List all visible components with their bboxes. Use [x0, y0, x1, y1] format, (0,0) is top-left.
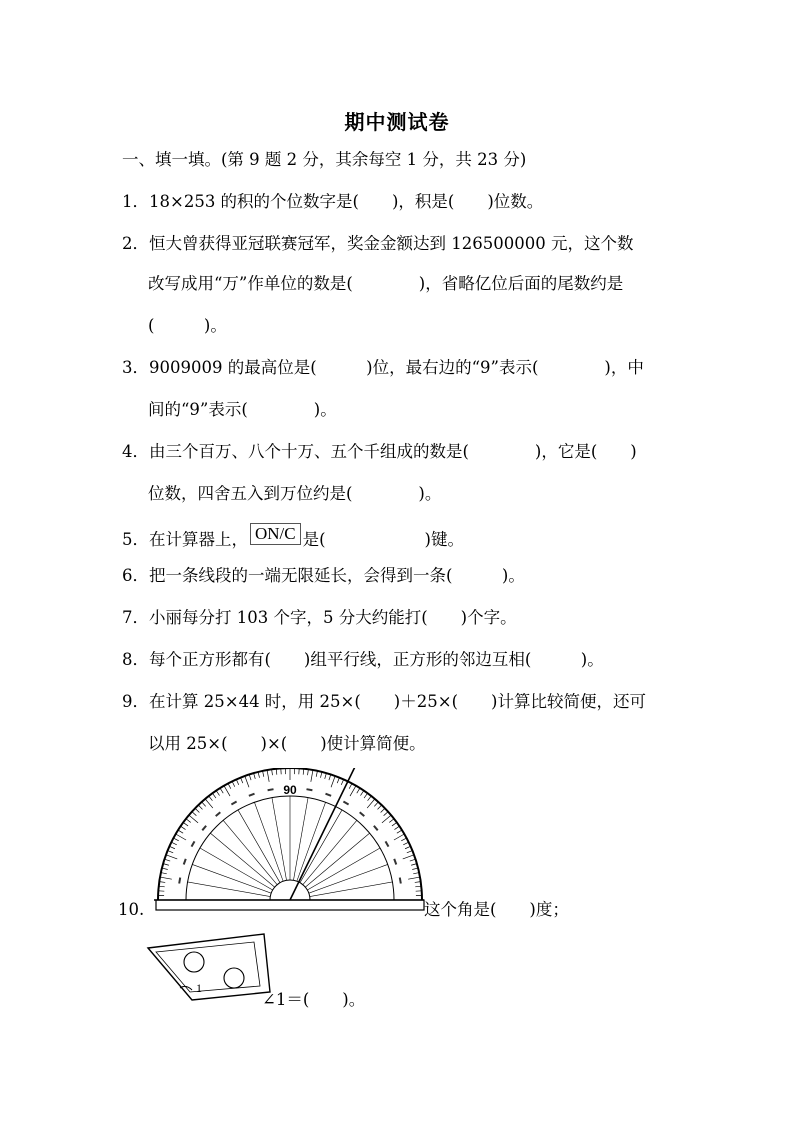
protractor-tick: [163, 864, 169, 866]
protractor-tick: [161, 873, 167, 874]
protractor-tick: [232, 781, 235, 786]
protractor-tick: [378, 805, 382, 809]
protractor-tick: [198, 805, 202, 809]
question-5: [122, 524, 464, 552]
protractor-tick: [320, 772, 321, 778]
question-number: 7．: [122, 608, 149, 627]
on-c-key: ON/C: [250, 523, 301, 545]
protractor-tick: [178, 830, 183, 833]
protractor-radial-line: [200, 848, 273, 890]
protractor-tick: [384, 812, 388, 816]
protractor-tick: [394, 834, 404, 840]
question-10-number: 10.: [118, 900, 145, 919]
question-number: 1．: [122, 192, 149, 211]
question-3: [122, 356, 644, 380]
protractor-tick: [166, 855, 177, 859]
question-text: 小丽每分打 103 个字，5 分大约能打( )个字。: [149, 608, 517, 627]
protractor-scale-mark: [385, 841, 390, 847]
protractor-tick: [173, 838, 178, 841]
protractor-scale-mark: [343, 801, 349, 806]
protractor-scale-mark: [267, 788, 273, 791]
question-3-line-2: 间的“9”表示( )。: [148, 400, 337, 419]
question-number: 5．: [122, 530, 149, 549]
question-9-line-2: 以用 25×( )×( )使计算简便。: [148, 734, 426, 753]
protractor-scale-mark: [178, 877, 181, 883]
protractor-tick: [209, 796, 213, 801]
protractor-tick: [405, 846, 410, 848]
protractor-tick: [368, 796, 372, 801]
protractor-radial-line: [305, 833, 369, 887]
protractor-tick: [397, 830, 402, 833]
protractor-90-label: 90: [283, 783, 297, 797]
triangle-ruler-hole: [224, 968, 244, 988]
protractor-tick: [349, 783, 352, 788]
protractor-tick: [220, 788, 223, 793]
protractor-tick: [311, 770, 313, 782]
question-number: 4．: [122, 442, 149, 461]
protractor-scale-mark: [399, 877, 402, 883]
protractor-tick: [202, 802, 206, 806]
protractor-scale-mark: [359, 812, 365, 817]
protractor-tick: [212, 793, 216, 798]
protractor-radial-line: [303, 820, 357, 884]
triangle-ruler-inner-edge: [156, 942, 260, 992]
question-10-part-a: 这个角是( )度；: [424, 900, 569, 919]
protractor-radial-line: [300, 810, 342, 883]
question-1: [122, 190, 543, 214]
triangle-ruler-figure: [146, 930, 276, 1010]
question-2-line-2: 改写成用“万”作单位的数是( )，省略亿位后面的尾数约是: [148, 274, 624, 293]
protractor-scale-mark: [393, 859, 397, 865]
angle-1-label: 1: [196, 981, 202, 995]
protractor-radial-line: [238, 810, 280, 883]
page-title: 期中测试卷: [344, 110, 450, 134]
protractor-radial-line: [310, 882, 393, 897]
question-number: 6．: [122, 566, 149, 585]
protractor-tick: [389, 819, 394, 823]
protractor-tick: [236, 779, 238, 784]
protractor-radial-line: [297, 802, 326, 881]
protractor-tick: [245, 776, 249, 787]
protractor-tick: [413, 873, 419, 874]
protractor-tick: [176, 834, 186, 840]
protractor-tick: [171, 842, 176, 845]
question-text: 每个正方形都有( )组平行线，正方形的邻边互相( )。: [149, 650, 604, 669]
protractor-tick: [357, 788, 360, 793]
protractor-radial-line: [188, 882, 271, 897]
question-text: 18×253 的积的个位数字是( )，积是( )位数。: [149, 192, 544, 211]
question-number: 2．: [122, 234, 149, 253]
question-text-pre: 在计算器上，: [149, 530, 248, 549]
protractor-scale-mark: [373, 825, 378, 831]
question-4-line-2: 位数，四舍五入到万位约是( )。: [148, 484, 442, 503]
protractor-tick: [183, 822, 188, 826]
question-text: 恒大曾获得亚冠联赛冠军，奖金金额达到 126500000 元，这个数: [149, 234, 634, 253]
protractor-tick: [394, 826, 399, 829]
protractor-tick: [195, 808, 199, 812]
protractor-scale-mark: [202, 825, 207, 831]
protractor-tick: [407, 851, 413, 853]
protractor-tick: [162, 868, 168, 869]
protractor-tick: [364, 793, 368, 798]
protractor-scale-mark: [183, 859, 187, 865]
question-9: [122, 690, 646, 714]
protractor-scale-mark: [191, 841, 196, 847]
protractor-radial-line: [223, 820, 277, 884]
protractor-tick: [350, 786, 356, 796]
protractor-tick: [216, 791, 219, 796]
protractor-tick: [325, 773, 327, 779]
protractor-radial-line: [254, 802, 283, 881]
protractor-tick: [186, 819, 191, 823]
protractor-tick: [228, 783, 231, 788]
protractor-figure: [148, 768, 428, 916]
protractor-tick: [224, 786, 230, 796]
protractor-scale-mark: [249, 793, 255, 797]
question-text-post: 是( )键。: [302, 530, 464, 549]
protractor-tick: [181, 826, 186, 829]
protractor-radial-line: [272, 798, 287, 881]
protractor-tick: [254, 773, 256, 779]
protractor-scale-mark: [325, 793, 331, 797]
protractor-scale-mark: [231, 801, 237, 806]
question-number: 9．: [122, 692, 149, 711]
protractor-tick: [169, 846, 174, 848]
protractor-radial-line: [307, 848, 380, 890]
question-4: [122, 440, 637, 464]
protractor-tick: [341, 779, 343, 784]
protractor-tick: [411, 864, 417, 866]
protractor-tick: [401, 838, 406, 841]
protractor-tick: [241, 778, 243, 784]
question-7: [122, 606, 517, 630]
question-text: 由三个百万、八个十万、五个千组成的数是( )，它是( ): [149, 442, 637, 461]
protractor-tick: [164, 859, 170, 861]
question-text: 把一条线段的一端无限延长，会得到一条( )。: [149, 566, 525, 585]
protractor-tick: [263, 771, 264, 777]
question-text: 9009009 的最高位是( )位，最右边的“9”表示( )，中: [149, 358, 644, 377]
question-text: 在计算 25×44 时，用 25×( )＋25×( )计算比较简便，还可: [149, 692, 646, 711]
question-8: [122, 648, 604, 672]
protractor-tick: [267, 770, 269, 782]
question-number: 8．: [122, 650, 149, 669]
triangle-ruler-hole: [184, 952, 204, 972]
protractor-base: [156, 900, 424, 910]
question-6: [122, 564, 525, 588]
protractor-tick: [337, 778, 339, 784]
protractor-scale-mark: [215, 812, 221, 817]
protractor-tick: [331, 776, 335, 787]
protractor-tick: [316, 771, 317, 777]
protractor-tick: [374, 802, 378, 806]
protractor-tick: [192, 812, 196, 816]
protractor-radial-line: [309, 864, 388, 893]
protractor-tick: [410, 859, 416, 861]
protractor-radial-line: [192, 864, 271, 893]
protractor-tick: [408, 877, 420, 879]
question-2: [122, 232, 633, 256]
protractor-tick: [392, 822, 397, 826]
protractor-tick: [258, 772, 259, 778]
protractor-scale-mark: [306, 788, 312, 791]
protractor-radial-line: [210, 833, 274, 887]
protractor-tick: [160, 877, 172, 879]
question-10-part-b: ∠1＝( )。: [262, 990, 366, 1009]
protractor-tick: [403, 842, 408, 845]
section-heading: 一、填一填。(第 9 题 2 分，其余每空 1 分，共 23 分): [122, 150, 527, 169]
question-number: 3．: [122, 358, 149, 377]
protractor-tick: [381, 808, 385, 812]
protractor-tick: [168, 851, 174, 853]
protractor-tick: [360, 791, 363, 796]
protractor-tick: [329, 774, 331, 780]
protractor-tick: [412, 868, 418, 869]
question-2-line-3: ( )。: [148, 316, 227, 335]
protractor-tick: [403, 855, 414, 859]
protractor-tick: [249, 774, 251, 780]
